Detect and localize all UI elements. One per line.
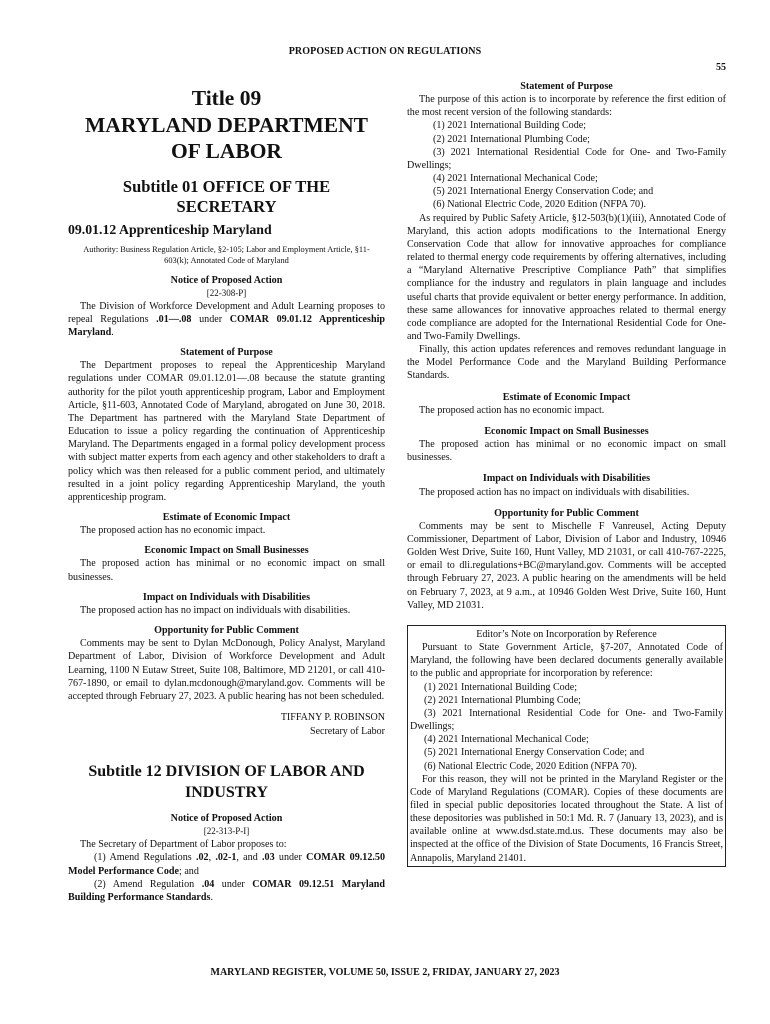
list-item: (1) 2021 International Building Code; (424, 681, 578, 693)
paragraph: The Department proposes to repeal the Apprenticeship Maryland regulations under COMAR 09.01.12.01—.08 because the statute granting authority for the pilot youth apprenticeship program, Labor and Employment Article, §11-603, Annotated Code of Maryland, abrogated on June 30, 2018. The Department has partnered with the Maryland State Department of Education to issue a policy regarding the continuation of Apprenticeship Maryland. The Departments engaged in a formal policy development process with subject matter experts from each agency and other stakeholders to draft a policy which was then released for a public comment period, and ultimately resulted in a joint policy regarding Apprenticeship Maryland, the youth apprenticeship program. (68, 360, 385, 503)
title-line: MARYLAND DEPARTMENT (85, 112, 368, 137)
paragraph: The proposed action has no economic impact. (80, 525, 266, 537)
section-heading: Estimate of Economic Impact (502, 391, 631, 403)
paragraph: For this reason, they will not be printed in the Maryland Register or the Code of Maryland Regulations (COMAR). Copies of these documents are filed in special public depositories located throughout the State. A list of these depositories was published in 50:1 Md. R. 7 (January 13, 2023), and is available online at www.dsd.state.md.us. These documents may also be inspected at the office of the Division of State Documents, 16 Francis Street, Annapolis, Maryland 21401. (410, 773, 723, 864)
editors-note-title: Editor’s Note on Incorporation by Reference (476, 628, 657, 640)
authority-line: Authority: Business Regulation Article, §2-105; Labor and Employment Article, §11-603(k); Annotated Code of Maryland (83, 244, 370, 265)
subtitle-heading (68, 762, 385, 803)
signer-title: Secretary of Labor (310, 725, 385, 737)
section-heading: Impact on Individuals with Disabilities (142, 591, 311, 603)
page-number: 55 (716, 62, 726, 73)
notice-paragraph: The Division of Workforce Development and Adult Learning proposes to repeal Regulations .01—.08 under COMAR 09.01.12 Apprenticeship Maryland. (68, 300, 385, 338)
chapter-heading: 09.01.12 Apprenticeship Maryland (68, 221, 272, 237)
list-item: (5) 2021 International Energy Conservation Code; and (433, 186, 654, 198)
list-item: (2) 2021 International Plumbing Code; (433, 133, 590, 145)
subtitle-heading (68, 177, 385, 218)
list-item: (3) 2021 International Residential Code for One- and Two-Family Dwellings; (410, 707, 723, 733)
editors-note-box (407, 625, 726, 867)
list-item: (4) 2021 International Mechanical Code; (433, 173, 598, 185)
list-item: (2) 2021 International Plumbing Code; (424, 694, 581, 706)
list-item: (2) Amend Regulation .04 under COMAR 09.12.51 Maryland Building Performance Standards. (68, 878, 385, 903)
section-heading: Impact on Individuals with Disabilities (482, 473, 651, 485)
section-heading: Opportunity for Public Comment (154, 625, 299, 637)
paragraph: The proposed action has no economic impact. (419, 404, 605, 416)
section-heading: Economic Impact on Small Businesses (144, 545, 309, 557)
section-heading: Notice of Proposed Action (170, 274, 283, 286)
title-line: Title 09 (191, 86, 262, 110)
paragraph: The purpose of this action is to incorporate by reference the first edition of the most recent version of the following standards: (407, 94, 726, 119)
running-header: PROPOSED ACTION ON REGULATIONS (288, 46, 482, 57)
subtitle-line: SECRETARY (176, 197, 277, 216)
paragraph: The proposed action has no impact on individuals with disabilities. (419, 486, 690, 498)
subtitle-line: Subtitle 12 DIVISION OF LABOR AND (88, 763, 365, 781)
paragraph: As required by Public Safety Article, §12-503(b)(1)(iii), Annotated Code of Maryland, this action adopts modifications to the International Energy Conservation Code that allow for innovative approaches for compliance related to thermal energy code requirements by offering alternatives, including a “Maryland Alternative Prescriptive Compliance Path” that simplifies compliance for the industry and regulators in plain language and includes useful charts that provide equivalent or better energy performance. In addition, these same allowances for innovative approaches related to thermal energy code compliance are adopted for the International Residential Code for One- and Two-Family Dwellings. (407, 212, 726, 342)
paragraph: The proposed action has minimal or no economic impact on small businesses. (68, 558, 385, 583)
right-column (407, 80, 726, 867)
list-item: (3) 2021 International Residential Code for One- and Two-Family Dwellings; (407, 146, 726, 171)
list-item: (6) National Electric Code, 2020 Edition (NFPA 70). (424, 760, 637, 772)
list-item: (5) 2021 International Energy Conservation Code; and (424, 747, 645, 759)
list-item: (6) National Electric Code, 2020 Edition (NFPA 70). (433, 199, 646, 211)
paragraph: The proposed action has minimal or no economic impact on small businesses. (407, 439, 726, 464)
paragraph: Comments may be sent to Mischelle F Vanreusel, Acting Deputy Commissioner, Department of Labor, Division of Labor and Industry, 10946 Golden West Drive, Suite 160, Hunt Valley, MD 21031, or call 410-767-2225, or email to dli.regulations+BC@maryland.gov. Comments will be accepted through February 27, 2023. A public hearing on the amendments will be held on February 7, 2023, at 9 a.m., at 10946 Golden West Drive, Suite 160, Hunt Valley, MD 21031. (407, 520, 726, 611)
left-column (68, 80, 385, 904)
page-footer: MARYLAND REGISTER, VOLUME 50, ISSUE 2, FRIDAY, JANUARY 27, 2023 (210, 967, 560, 978)
paragraph: The Secretary of Department of Labor proposes to: (80, 839, 287, 851)
section-heading: Estimate of Economic Impact (162, 512, 291, 523)
subtitle-line: INDUSTRY (184, 783, 268, 801)
paragraph: The proposed action has no impact on individuals with disabilities. (80, 604, 351, 616)
paragraph: Finally, this action updates references and removes redundant language in the Model Performance Code and the Maryland Building Performance Standards. (407, 344, 726, 382)
title-heading (68, 85, 385, 165)
list-item: (4) 2021 International Mechanical Code; (424, 734, 589, 746)
paragraph: Pursuant to State Government Article, §7-207, Annotated Code of Maryland, the following have been declared documents generally available to the public and appropriate for incorporation by reference: (410, 642, 723, 680)
section-heading: Economic Impact on Small Businesses (484, 425, 649, 437)
list-item: (1) Amend Regulations .02, .02-1, and .03 under COMAR 09.12.50 Model Performance Code; and (68, 852, 385, 877)
section-heading: Opportunity for Public Comment (494, 507, 639, 519)
section-heading: Notice of Proposed Action (170, 813, 283, 825)
list-item: (1) 2021 International Building Code; (433, 120, 587, 132)
notice-number: [22-313-P-I] (203, 826, 250, 837)
section-heading: Statement of Purpose (520, 81, 613, 92)
subtitle-line: Subtitle 01 OFFICE OF THE (122, 176, 331, 196)
notice-number: [22-308-P] (206, 287, 247, 298)
title-line: OF LABOR (171, 139, 282, 163)
paragraph: Comments may be sent to Dylan McDonough, Policy Analyst, Maryland Department of Labor, Division of Workforce Development and Adult Learning, 1100 N Eutaw Street, Suite 108, Baltimore, MD 21201, or call 410-767-1890, or email to dylan.mcdonough@maryland.gov. Comments will be accepted through February 27, 2023. A public hearing has not been scheduled. (68, 638, 385, 702)
signer-name: TIFFANY P. ROBINSON (280, 712, 385, 724)
section-heading: Statement of Purpose (180, 347, 273, 359)
